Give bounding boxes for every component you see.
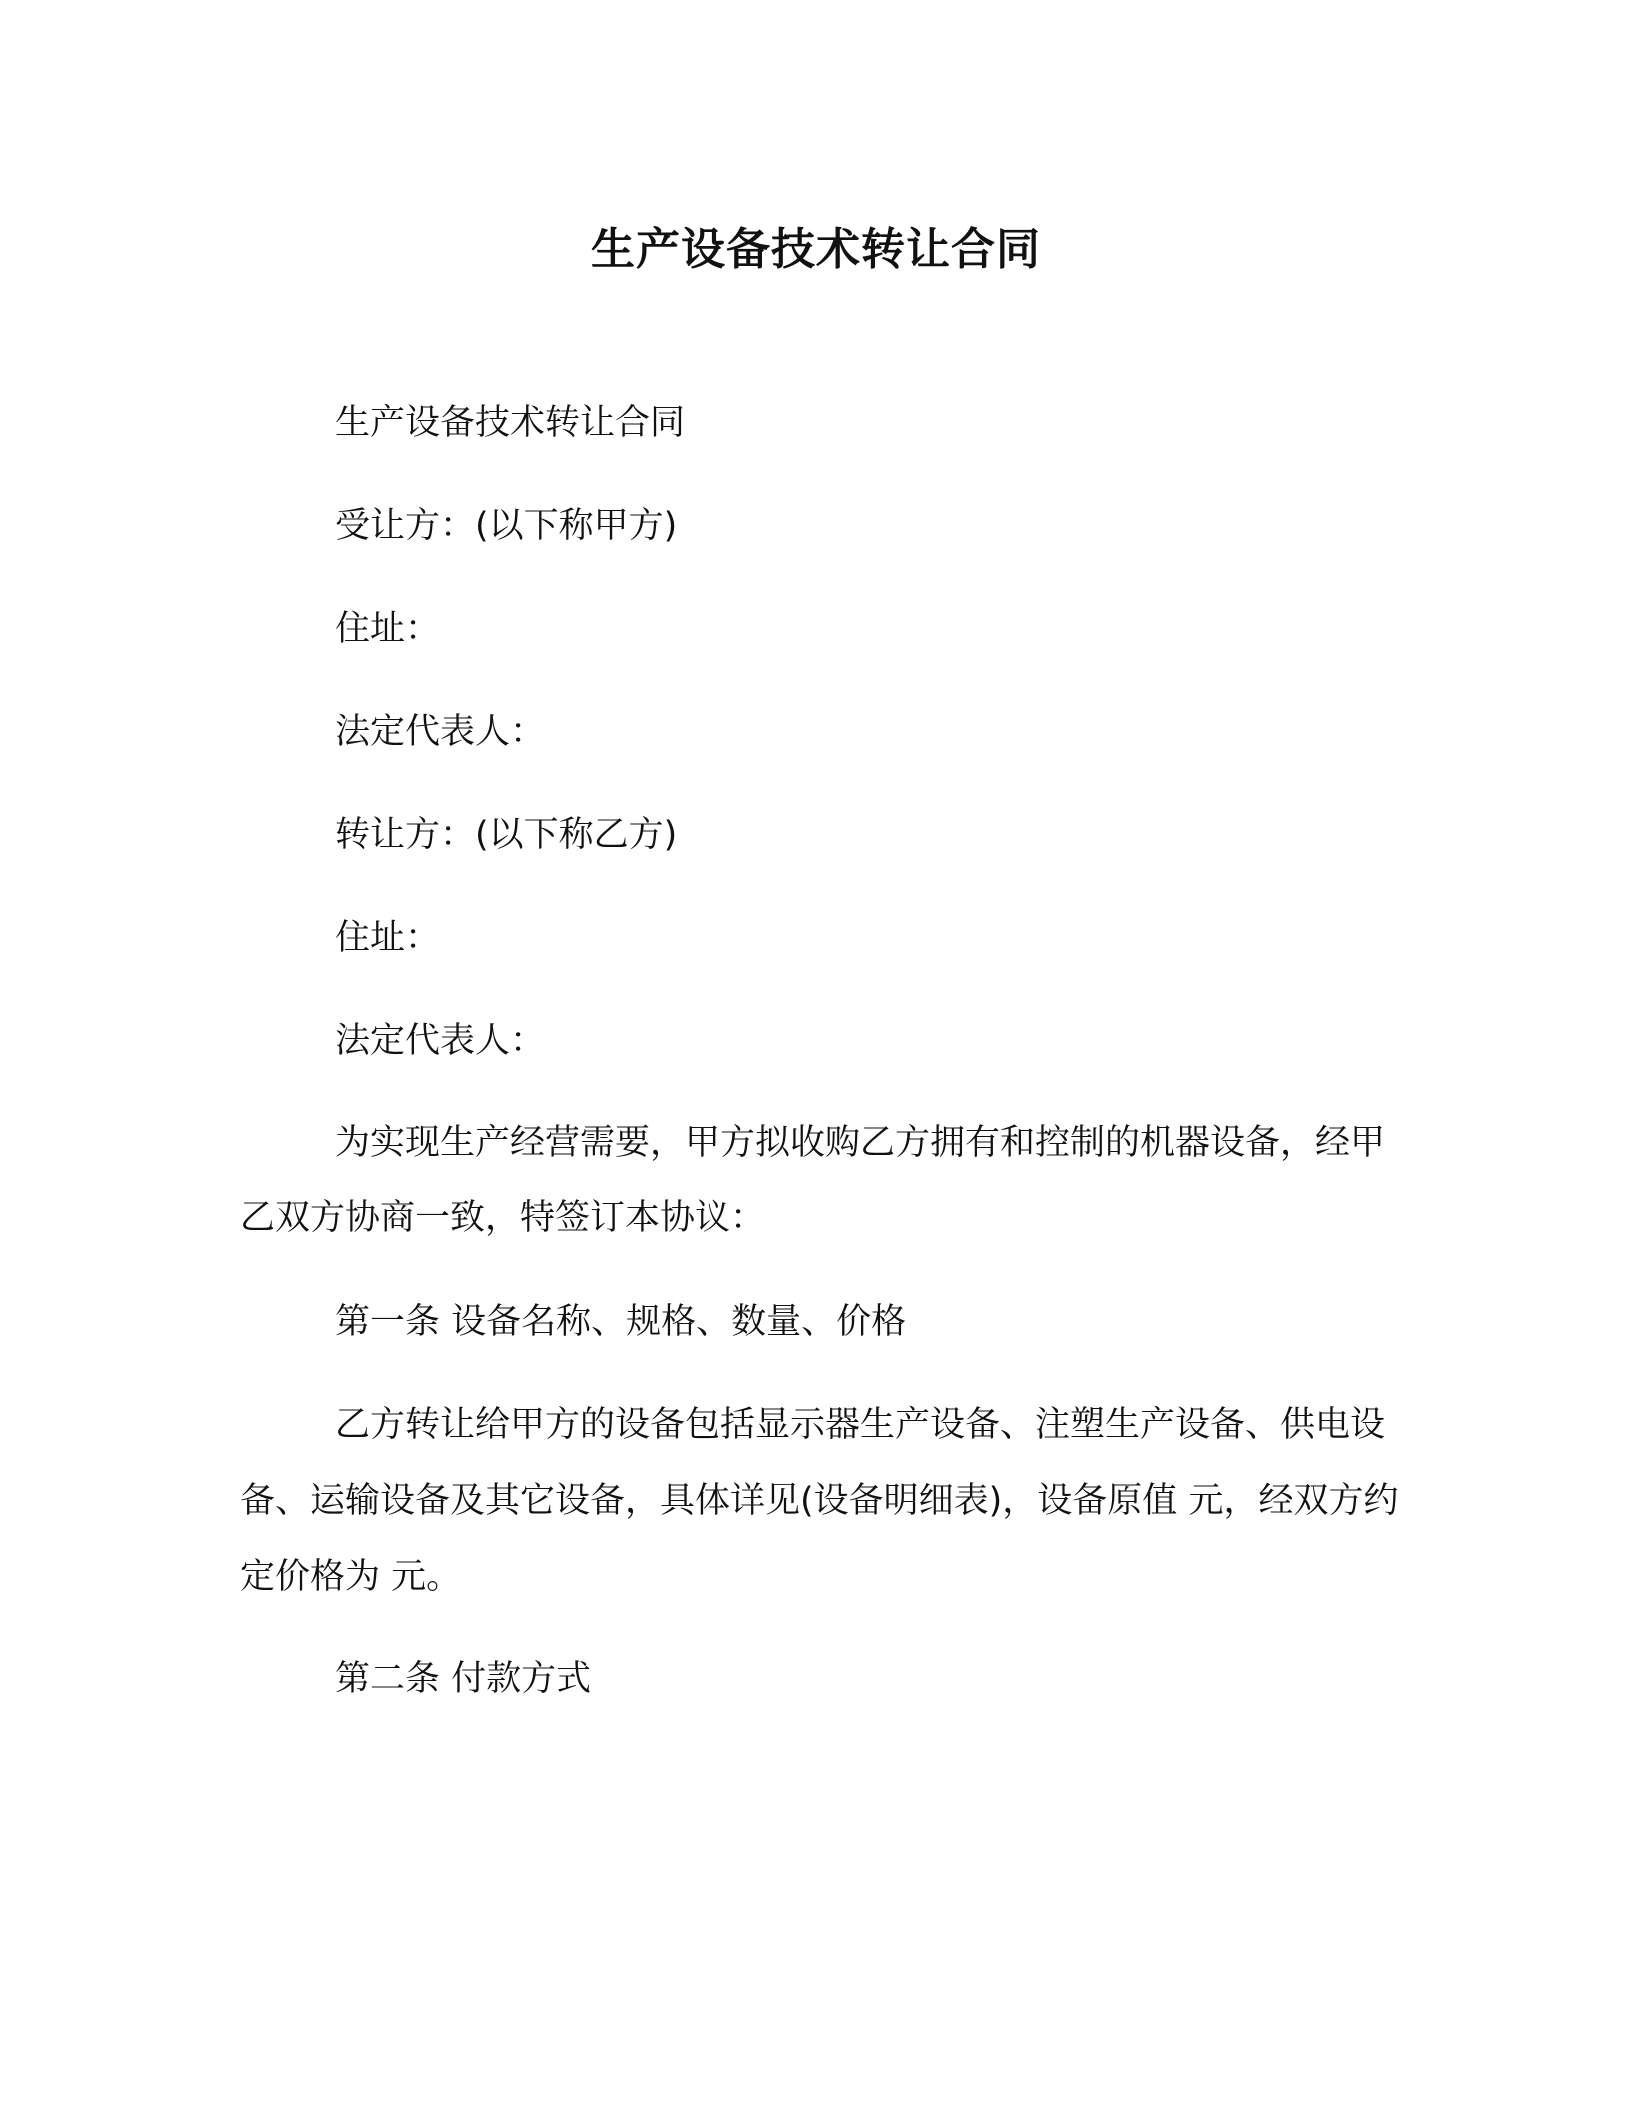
article-1-heading: 第一条 设备名称、规格、数量、价格	[335, 1302, 907, 1342]
transferor-line: 转让方：(以下称乙方)	[335, 815, 678, 855]
transferee-address-line: 住址：	[335, 609, 441, 649]
preamble-paragraph: 为实现生产经营需要，甲方拟收购乙方拥有和控制的机器设备，经甲乙双方协商一致，特签订本协议：	[240, 1123, 1386, 1238]
transferor-address-line: 住址：	[335, 918, 441, 958]
document-body	[240, 385, 1400, 1744]
transferee-line: 受让方：(以下称甲方)	[335, 506, 678, 546]
contract-name-line: 生产设备技术转让合同	[335, 403, 686, 443]
transferee-representative-line: 法定代表人：	[335, 712, 546, 752]
transferor-representative-line: 法定代表人：	[335, 1021, 546, 1061]
document-title: 生产设备技术转让合同	[591, 224, 1041, 275]
article-2-heading: 第二条 付款方式	[335, 1659, 592, 1699]
article-1-body: 乙方转让给甲方的设备包括显示器生产设备、注塑生产设备、供电设备、运输设备及其它设备，具体详见(设备明细表)，设备原值 元，经双方约定价格为 元。	[240, 1405, 1399, 1597]
